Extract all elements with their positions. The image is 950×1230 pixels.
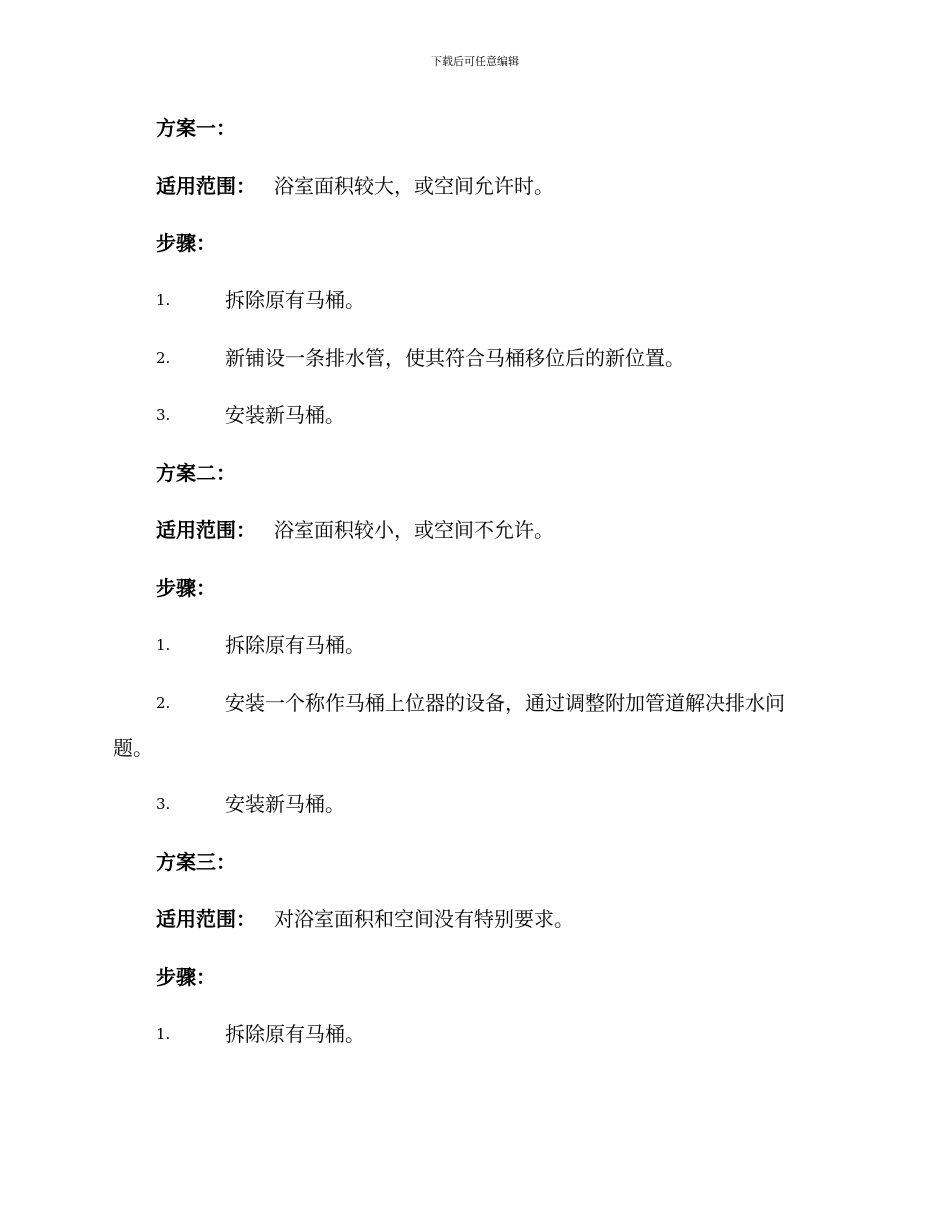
plan-2-title: 方案二： (156, 461, 236, 485)
plan-3-scope-value: 对浴室面积和空间没有特别要求。 (274, 907, 574, 931)
step-number: 1. (156, 636, 171, 654)
plan-3-scope-label: 适用范围： (156, 907, 256, 931)
step-number: 2. (156, 694, 171, 712)
step-text: 拆除原有马桶。 (225, 288, 365, 312)
step-number: 1. (156, 291, 171, 309)
plan-1-scope-label: 适用范围： (156, 174, 256, 198)
step-text: 安装新马桶。 (225, 403, 345, 427)
step-text: 拆除原有马桶。 (225, 1022, 365, 1046)
step-text: 安装新马桶。 (225, 792, 345, 816)
step-text: 拆除原有马桶。 (225, 633, 365, 657)
plan-3-scope (156, 905, 950, 933)
step-number: 1. (156, 1025, 171, 1043)
plan-3-steps-label: 步骤： (156, 965, 216, 989)
page-header-note: 下载后可任意编辑 (431, 55, 519, 68)
plan-1-scope (156, 172, 950, 200)
step-text: 安装一个称作马桶上位器的设备，通过调整附加管道解决排水问 (225, 691, 785, 715)
plan-2-steps-label: 步骤： (156, 576, 216, 600)
step-number: 3. (156, 406, 171, 424)
plan-2-scope (156, 516, 950, 544)
plan-2-step-2-continuation: 题。 (113, 736, 153, 760)
plan-3-title: 方案三： (156, 850, 236, 874)
plan-1-title: 方案一： (156, 116, 236, 140)
plan-2-scope-value: 浴室面积较小，或空间不允许。 (274, 518, 554, 542)
step-number: 2. (156, 349, 171, 367)
plan-1-scope-value: 浴室面积较大，或空间允许时。 (274, 174, 554, 198)
step-text: 新铺设一条排水管，使其符合马桶移位后的新位置。 (225, 346, 685, 370)
plan-2-scope-label: 适用范围： (156, 518, 256, 542)
step-number: 3. (156, 795, 171, 813)
plan-1-steps-label: 步骤： (156, 231, 216, 255)
